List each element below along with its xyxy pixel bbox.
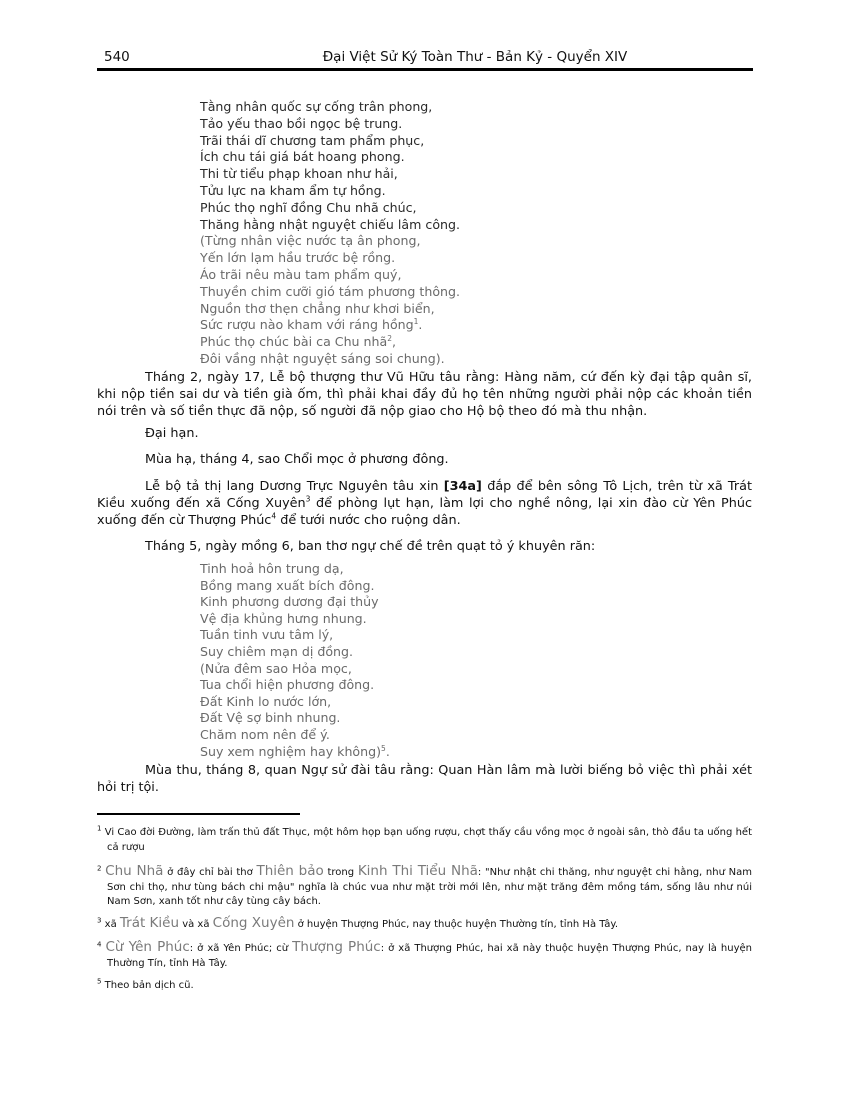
term: Trát Kiều <box>119 915 180 931</box>
poem-line: Trãi thái dĩ chương tam phẩm phục, <box>200 132 425 148</box>
footnote-text: : "Như nhật chi thăng, như nguyệt chi hằng, như Nam Sơn chi thọ, như tùng bách chi mậu" nghĩa là chúc vua như mặt trời mới lên, như mặt trăng đêm mồng tám, sống lâu như núi Nam Sơn, xanh tốt như cây tùng cây bách. <box>107 867 753 907</box>
poem-line: Áo trãi nêu màu tam phẩm quý, <box>200 266 402 282</box>
poem-line <box>200 317 460 334</box>
text: Lễ bộ tả thị lang Dương Trực Nguyên tâu xin <box>145 479 444 494</box>
footnote-ref[interactable]: 5 <box>381 743 386 753</box>
poem-line: Thi từ tiểu phạp khoan như hải, <box>200 166 398 182</box>
poem-line: Kinh phương dương đại thủy <box>200 594 379 610</box>
footnote-text: : ở xã Thượng Phúc, hai xã này thuộc huyện Thượng Phúc, nay là huyện Thường Tín, tỉnh Hà Tây. <box>107 943 752 969</box>
header-rule <box>97 68 753 71</box>
poem-punct: . <box>418 317 423 333</box>
poem-line: Tinh hoả hôn trung dạ, <box>200 561 344 576</box>
footnote-number: 4 <box>97 940 102 949</box>
term: Chu Nhã <box>105 863 164 879</box>
footnote-ref[interactable]: 1 <box>413 317 419 327</box>
footnote-3 <box>97 916 752 933</box>
poem-line: (Từng nhân việc nước tạ ân phong, <box>200 233 421 249</box>
poem-line: Tuần tinh vưu tâm lý, <box>200 627 334 643</box>
poem-line: Bồng mang xuất bích đông. <box>200 577 375 593</box>
poem-1 <box>200 99 460 368</box>
footnote-text: và xã <box>179 919 213 930</box>
poem-line: Ích chu tái giá bát hoang phong. <box>200 149 405 165</box>
poem-line: Nguồn thơ thẹn chẳng như khơi biển, <box>200 300 435 316</box>
poem-line: (Nửa đêm sao Hỏa mọc, <box>200 660 352 676</box>
footnote-5 <box>97 979 752 994</box>
poem-line: Phúc thọ nghĩ đồng Chu nhã chúc, <box>200 199 417 215</box>
poem-line: Tửu lực na kham ẩm tự hồng. <box>200 182 386 198</box>
poem-line <box>200 744 390 761</box>
running-title: Đại Việt Sử Ký Toàn Thư - Bản Kỷ - Quyển XIV <box>322 49 628 65</box>
footnote-ref[interactable]: 3 <box>305 494 311 504</box>
footnote-1 <box>97 826 752 855</box>
poem-line: Tảo yếu thao bồi ngọc bệ trung. <box>200 115 403 131</box>
paragraph: Tháng 5, ngày mồng 6, ban thơ ngự chế đề trên quạt tỏ ý khuyên răn: <box>145 539 596 554</box>
page-number: 540 <box>104 49 130 65</box>
footnote-2 <box>97 864 752 910</box>
poem-line: Thuyền chim cưỡi gió tám phương thông. <box>200 283 461 299</box>
footnote-rule <box>97 813 300 815</box>
poem-punct: . <box>385 743 390 759</box>
footnote-text: Theo bản dịch cũ. <box>104 980 194 991</box>
paragraph <box>97 478 752 529</box>
term: Cống Xuyên <box>212 915 295 931</box>
footnote-text: trong <box>323 867 358 878</box>
text: để phòng lụt hạn, làm lợi cho nghề nông, lại xin đào cừ Yên Phúc xuống đến cừ Thượng Phúc <box>97 496 752 528</box>
poem-line: Chăm nom nên để ý. <box>200 726 330 742</box>
footnote-ref[interactable]: 2 <box>387 333 393 343</box>
footnote-ref[interactable]: 4 <box>271 511 277 521</box>
poem-line: Đôi vầng nhật nguyệt sáng soi chung). <box>200 350 445 366</box>
poem-line: Yến lớn lạm hầu trước bệ rồng. <box>200 250 396 266</box>
footnote-number: 2 <box>97 864 102 873</box>
paragraph: Mùa thu, tháng 8, quan Ngự sử đài tâu rằng: Quan Hàn lâm mà lười biếng bỏ việc thì phải xét hỏi trị tội. <box>97 763 752 795</box>
term: Thiên bảo <box>256 863 324 879</box>
poem-line: Tua chổi hiện phương đông. <box>200 677 375 693</box>
paragraph: Mùa hạ, tháng 4, sao Chổi mọc ở phương đông. <box>145 452 449 467</box>
paragraph: Đại hạn. <box>145 426 199 441</box>
poem-text: Suy xem nghiệm hay không) <box>200 743 382 759</box>
footnote-number: 3 <box>97 916 102 925</box>
poem-2 <box>200 561 390 760</box>
poem-line: Vệ địa khủng hưng nhung. <box>200 610 367 626</box>
poem-line: Suy chiêm mạn dị đồng. <box>200 643 354 659</box>
poem-line: Đất Kinh lo nước lớn, <box>200 693 332 709</box>
term: Thượng Phúc <box>292 939 381 955</box>
poem-punct: , <box>392 334 397 350</box>
text: để tưới nước cho ruộng dân. <box>276 513 461 528</box>
poem-text: Phúc thọ chúc bài ca Chu nhã <box>200 334 388 350</box>
footnote-text: ở đây chỉ bài thơ <box>163 867 257 878</box>
footnote-text: Vi Cao đời Đường, làm trấn thủ đất Thục, một hôm họp bạn uống rượu, chợt thấy cầu vồng mọc ở ngoài sân, thò đầu ta uống hết cả rượu <box>104 827 752 853</box>
poem-line: Tằng nhân quốc sự cống trân phong, <box>200 99 433 114</box>
poem-line: Thăng hằng nhật nguyệt chiếu lâm công. <box>200 216 461 232</box>
footnote-text: : ở xã Yên Phúc; cừ <box>189 943 293 954</box>
term: Kinh Thi Tiểu Nhã <box>357 863 478 879</box>
footnote-4 <box>97 940 752 971</box>
footnote-number: 1 <box>97 824 102 833</box>
poem-line: Đất Vệ sợ binh nhung. <box>200 710 341 726</box>
term: Cừ Yên Phúc <box>105 939 190 955</box>
poem-text: Sức rượu nào kham với ráng hồng <box>200 317 414 333</box>
text: đắp để bên sông Tô Lịch, trên từ xã Trát Kiều xuống đến xã Cống Xuyên <box>97 479 752 511</box>
footnote-text: ở huyện Thượng Phúc, nay thuộc huyện Thường tín, tỉnh Hà Tây. <box>294 919 619 930</box>
page-ref: [34a] <box>443 479 482 494</box>
poem-line <box>200 334 460 351</box>
paragraph: Tháng 2, ngày 17, Lễ bộ thượng thư Vũ Hữu tâu rằng: Hàng năm, cứ đến kỳ đại tập quân sĩ, khi nộp tiền sai dư và tiền già ốm, thì phải khai đầy đủ họ tên những người phải nộp các khoản tiền nói trên và số tiền thực đã nộp, số người đã nộp giao cho Hộ bộ theo đó mà thu nhận. <box>97 370 752 419</box>
footnote-text: xã <box>104 919 120 930</box>
footnote-number: 5 <box>97 977 102 986</box>
